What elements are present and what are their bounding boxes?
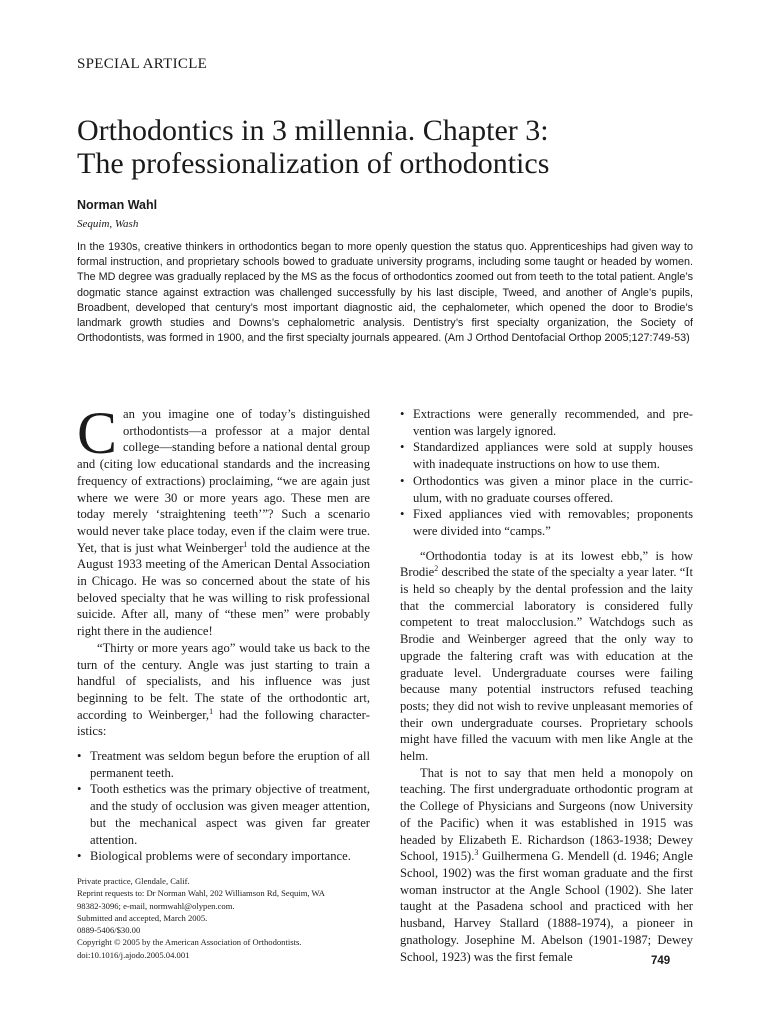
body-paragraph [400,765,693,965]
list-item [400,473,693,506]
section-kicker: SPECIAL ARTICLE [77,56,208,72]
intro-paragraph [77,400,370,640]
reference-link[interactable]: 2 [434,564,439,574]
article-title [77,114,717,180]
drop-cap: C [77,400,118,466]
footnotes [77,875,370,961]
paragraph-text-a: “Thirty or more years ago” would take us back to the turn of the century. Angle was just starting to train a handful of specialists, and his influence was just beginning to be felt. The state of the orthodontic art, according to Weinberger, [77,640,370,722]
paragraph-text-b: had the following characteristics: [77,707,370,739]
body-paragraph [77,640,370,740]
page-number: 749 [651,955,671,967]
abstract: In the 1930s, creative thinkers in orthodontics began to more openly question the status quo. Apprenticeships had given way to formal instruction, and proprietary schools bowed to graduate university programs, including some taught or headed by women. The MD degree was gradually replaced by the MS as the focus of orthodontics zoomed out from teeth to the total patient. Angle’s dogmatic stance against extraction was challenged successfully by his last disciple, Tweed, and another of Angle’s pupils, Broadbent, developed that century’s most important diagnostic aid, the cephalometer, which opened the door to Brodie’s landmark growth studies and Downs’s cephalometric analysis. Dentistry’s first specialty organization, the Society of Orthodontists, was formed in 1900, and the first specialty journals appeared. (Am J Orthod Dentofacial Orthop 2005;127:749-53) [77,241,693,345]
intro-text-a: an you imagine one of today’s distinguished orthodontists—a professor at a major dental college—standing before a national dental group and (citing low educational standards and the increasing frequency of extractions) proclaiming, “we are again just where we were 30 or more years ago. These men are today merely ‘straightening teeth’”? Such a scenario would never take place today, even if the claim were true. Yet, that is just what Weinberger [77,407,370,555]
body-paragraph [400,548,693,765]
list-item-text: Fixed appliances vied with removables; proponents were divided into “camps.” [413,507,693,538]
reference-link[interactable]: 3 [474,848,479,858]
characteristics-list-continued [400,406,693,540]
footnote-doi[interactable]: doi:10.1016/j.ajodo.2005.04.001 [77,949,190,960]
list-item [400,506,693,539]
footnote-copyright: Copyright © 2005 by the American Association of Orthodontists. [77,937,302,948]
title-line-2: The professionalization of orthodontics [77,147,550,180]
paragraph-text-b: Guilhermena G. Mendell (d. 1946; Angle School, 1902) was the first woman graduate and the first woman instructor at the Angle School (1902). She later taught at the Pasadena school and practiced with her husband, Harvey Stallard (1888-1974), a pioneer in gnathology. Josephine M. Abelson (1901-1987; Dewey School, 1923) was the first female [400,849,693,964]
bullet-icon: • [400,473,405,488]
bullet-icon: • [77,749,82,764]
intro-text-b: told the audience at the August 1933 meeting of the American Dental Association in Chicago. He was so concerned about the state of his beloved specialty that he was willing to risk professional suicide. After all, many of “these men” were probably right there in the audience! [77,540,370,639]
right-column [400,406,693,965]
reference-link[interactable]: 1 [209,706,214,716]
list-item-text: Standardized appliances were sold at supply houses with inadequate instructions on how to use them. [413,440,693,472]
reference-link[interactable]: 1 [243,539,248,549]
list-item [77,848,370,865]
list-item [77,781,370,848]
list-item-text: Extractions were generally recommended, and prevention was largely ignored. [413,407,693,438]
paragraph-text-a: “Orthodontia today is at its lowest ebb,” is how Brodie [400,548,693,580]
author-affiliation: Sequim, Wash [77,218,139,230]
footnote-affiliation: Private practice, Glendale, Calif. [77,875,190,886]
paragraph-text-b: described the state of the specialty a year later. “It is held so cheaply by the dental profession and the laity that the commercial laboratory is considered fully competent to treat malocclusion.” Watchdogs such as Brodie and Weinberger agreed that the only way to upgrade the faltering craft was with education at the graduate level. Undergraduate courses were failing because many potential instructors refused teaching posts; they did not wish to revive unpleasant memories of their own undergraduate courses. Proprietary schools might have filled the vacuum with men like Angle at the helm. [400,565,693,764]
footnote-contact[interactable]: 98382-3096; e-mail, normwahl@olypen.com. [77,900,235,911]
footnote-submitted: Submitted and accepted, March 2005. [77,912,208,923]
characteristics-list [77,748,370,865]
bullet-icon: • [77,849,82,864]
bullet-icon: • [400,407,405,421]
list-item-text: Tooth esthetics was the primary objective of treatment, and the study of occlusion was given meager attention, but the mechanical aspect was given far greater attention. [90,782,370,847]
bullet-icon: • [77,782,82,797]
list-item [400,406,693,439]
bullet-icon: • [400,507,405,522]
list-item-text: Treatment was seldom begun before the eruption of all permanent teeth. [90,749,370,780]
paragraph-text-a: That is not to say that men held a monopoly on teaching. The first undergraduate orthodontic program at the College of Physicians and Surgeons (now University of the Pacific) when it was established in 1915 was headed by Elizabeth E. Richardson (1863-1938; Dewey School, 1915). [400,765,693,864]
title-line-1: Orthodontics in 3 millennia. Chapter 3: [77,114,549,147]
list-item [77,748,370,781]
list-item [400,439,693,472]
list-item-text: Biological problems were of secondary importance. [90,849,351,864]
bullet-icon: • [400,440,405,455]
left-column [77,400,370,961]
author-name: Norman Wahl [77,198,158,212]
footnote-issn: 0889-5406/$30.00 [77,925,141,936]
list-item-text: Orthodontics was given a minor place in the curriculum, with no graduate courses offered. [413,473,693,505]
footnote-reprint: Reprint requests to: Dr Norman Wahl, 202 Williamson Rd, Sequim, WA [77,888,325,899]
